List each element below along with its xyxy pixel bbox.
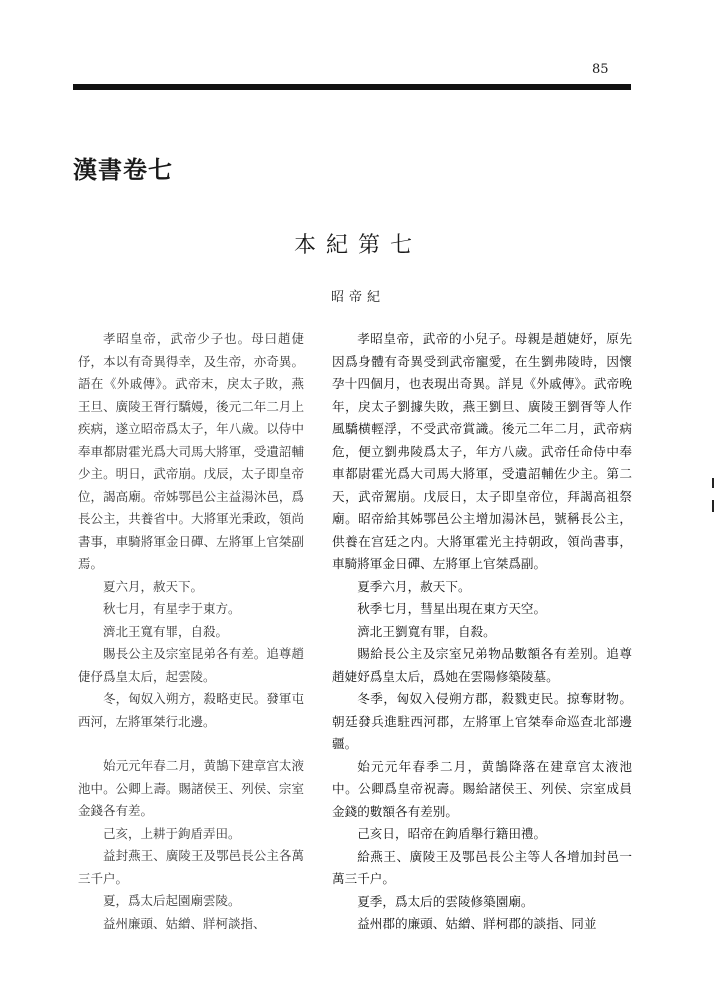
translation-paragraph: 給燕王、廣陵王及鄂邑長公主等人各增加封邑一萬三千户。: [332, 848, 632, 886]
translation-paragraph: 始元元年春季二月，黄鵠降落在建章宫太液池中。公卿爲皇帝祝壽。賜給諸侯王、列侯、宗室成員金錢的數額各有差别。: [332, 758, 632, 819]
original-paragraph: 夏六月，赦天下。: [103, 578, 204, 594]
scan-edge-mark: [712, 500, 714, 512]
translation-paragraph: 益州郡的廉頭、姑繒、牂柯郡的談指、同並: [357, 916, 597, 931]
original-paragraph: 孝昭皇帝，武帝少子也。母曰趙倢伃，本以有奇異得幸，及生帝，亦奇異。語在《外戚傳》。武帝末，戾太子敗，燕王旦、廣陵王胥行驕嫚，後元二年二月上疾病，遂立昭帝爲太子，年八歲。以侍中奉車都尉霍光爲大司馬大將軍，受遺詔輔少主。明日，武帝崩。戊辰，太子即皇帝位，謁高廟。帝姊鄂邑公主益湯沐邑，爲長公主，共養省中。大將軍光秉政，領尚書事，車騎將軍金日磾、左將軍上官桀副焉。: [78, 331, 304, 571]
chapter-subtitle: 昭帝紀: [330, 290, 385, 305]
original-paragraph: 秋七月，有星孛于東方。: [103, 601, 241, 616]
translation-paragraph: 己亥日，昭帝在鉤盾舉行籍田禮。: [357, 826, 547, 841]
original-paragraph: 始元元年春二月，黄鵠下建章宫太液池中。公卿上壽。賜諸侯王、列侯、宗室金錢各有差。: [78, 758, 304, 818]
original-paragraph: 賜長公主及宗室昆弟各有差。追尊趙倢伃爲皇太后，起雲陵。: [78, 646, 304, 684]
translation-paragraph: 秋季七月，彗星出現在東方天空。: [357, 601, 547, 616]
page-number: 85: [592, 62, 609, 77]
translation-paragraph: 夏季，爲太后的雲陵修築園廟。: [357, 893, 534, 909]
translation-paragraph: 夏季六月，赦天下。: [357, 578, 471, 594]
original-paragraph: 冬，匈奴入朔方，殺略吏民。發軍屯西河，左將軍桀行北邊。: [78, 691, 304, 729]
original-paragraph: 己亥，上耕于鉤盾弄田。: [103, 825, 241, 841]
translation-paragraph: 孝昭皇帝，武帝的小兒子。母親是趙婕妤，原先因爲身體有奇異受到武帝寵愛，在生劉弗陵時，因懷孕十四個月，也表現出奇異。詳見《外戚傳》。武帝晚年，戾太子劉據失敗，燕王劉旦、廣陵王劉胥等人作風驕横輕浮，不受武帝賞識。後元二年二月，武帝病危，便立劉弗陵爲太子，年方八歲。武帝任命侍中奉車都尉霍光爲大司馬大將軍，受遺詔輔佐少主。第二天，武帝駕崩。戊辰日，太子即皇帝位，拜謁高祖祭廟。昭帝給其姊鄂邑公主增加湯沐邑，號稱長公主，供養在宫廷之内。大將軍霍光主持朝政，領尚書事，車騎將軍金日磾、左將軍上官桀爲副。: [332, 331, 632, 571]
original-paragraph: 夏，爲太后起園廟雲陵。: [103, 893, 241, 908]
translation-paragraph: 濟北王劉寬有罪，自殺。: [357, 623, 496, 639]
original-paragraph: 益州廉頭、姑繒、牂柯談指、: [103, 915, 266, 931]
translation-text-column: [332, 328, 632, 936]
original-paragraph: 益封燕王、廣陵王及鄂邑長公主各萬三千户。: [78, 848, 304, 886]
header-rule: [73, 84, 631, 90]
chapter-title: 本紀第七: [293, 233, 422, 258]
original-paragraph: 濟北王寬有罪，自殺。: [103, 623, 229, 639]
scan-edge-mark: [712, 478, 714, 488]
original-text-column: [78, 328, 304, 935]
translation-paragraph: 冬季，匈奴入侵朔方郡，殺戮吏民。掠奪財物。朝廷發兵進駐西河郡，左將軍上官桀奉命巡查北部邊疆。: [332, 691, 632, 751]
translation-paragraph: 賜給長公主及宗室兄弟物品數額各有差别。追尊趙婕妤爲皇太后，爲她在雲陽修築陵墓。: [332, 646, 632, 684]
book-title: 漢書卷七: [73, 155, 173, 184]
